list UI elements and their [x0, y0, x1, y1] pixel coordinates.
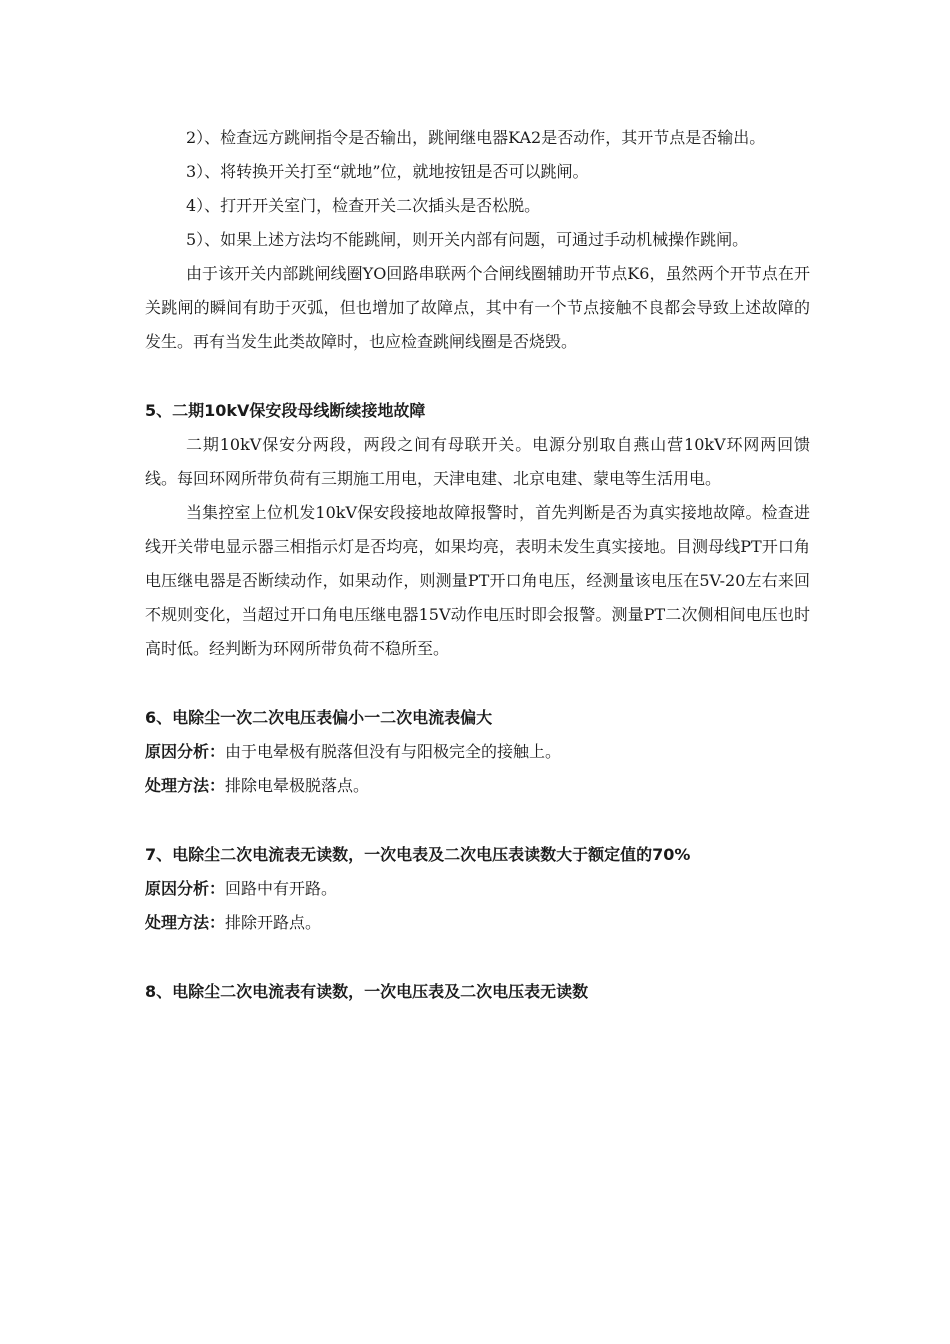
spacer — [145, 666, 810, 701]
section8-heading: 8、电除尘二次电流表有读数，一次电压表及二次电压表无读数 — [145, 982, 589, 1001]
spacer — [145, 803, 810, 838]
section5-paragraph-2: 当集控室上位机发10kV保安段接地故障报警时，首先判断是否为真实接地故障。检查进线开关带电显示器三相指示灯是否均亮，如果均亮，表明未发生真实接地。目测母线PT开口角电压继电器是否断续动作，如果动作，则测量PT开口角电压，经测量该电压在5V-20左右来回不规则变化，当超过开口角电压继电器15V动作电压时即会报警。测量PT二次侧相间电压也时高时低。经判断为环网所带负荷不稳所至。 — [145, 503, 810, 658]
section7-cause — [145, 872, 810, 906]
sub-item-2: 2）、检查远方跳闸指令是否输出，跳闸继电器KA2是否动作，其开节点是否输出。 — [186, 128, 766, 147]
fix-text: 排除电晕极脱落点。 — [225, 776, 370, 795]
cause-text: 回路中有开路。 — [225, 879, 338, 898]
section5-paragraph-1: 二期10kV保安分两段，两段之间有母联开关。电源分别取自燕山营10kV环网两回馈线。每回环网所带负荷有三期施工用电，天津电建、北京电建、蒙电等生活用电。 — [145, 435, 810, 488]
section6-heading: 6、电除尘一次二次电压表偏小一二次电流表偏大 — [145, 708, 493, 727]
cause-label: 原因分析： — [145, 742, 226, 761]
document-page — [145, 121, 810, 1009]
fix-text: 排除开路点。 — [225, 913, 322, 932]
paragraph-trip-coil: 由于该开关内部跳闸线圈YO回路串联两个合闸线圈辅助开节点K6，虽然两个开节点在开关跳闸的瞬间有助于灭弧，但也增加了故障点，其中有一个节点接触不良都会导致上述故障的发生。再有当发生此类故障时，也应检查跳闸线圈是否烧毁。 — [145, 264, 810, 351]
fix-label: 处理方法： — [145, 913, 226, 932]
sub-item-3: 3）、将转换开关打至“就地”位，就地按钮是否可以跳闸。 — [186, 162, 589, 181]
spacer — [145, 359, 810, 394]
cause-text: 由于电晕极有脱落但没有与阳极完全的接触上。 — [225, 742, 562, 761]
cause-label: 原因分析： — [145, 879, 226, 898]
section5-heading: 5、二期10kV保安段母线断续接地故障 — [145, 401, 426, 420]
sub-item-4: 4）、打开开关室门，检查开关二次插头是否松脱。 — [186, 196, 541, 215]
section6-cause — [145, 735, 810, 769]
sub-item-5: 5）、如果上述方法均不能跳闸，则开关内部有问题，可通过手动机械操作跳闸。 — [186, 230, 749, 249]
section7-heading: 7、电除尘二次电流表无读数，一次电表及二次电压表读数大于额定值的70% — [145, 845, 691, 864]
fix-label: 处理方法： — [145, 776, 226, 795]
spacer — [145, 940, 810, 975]
section7-fix — [145, 906, 810, 940]
section6-fix — [145, 769, 810, 803]
